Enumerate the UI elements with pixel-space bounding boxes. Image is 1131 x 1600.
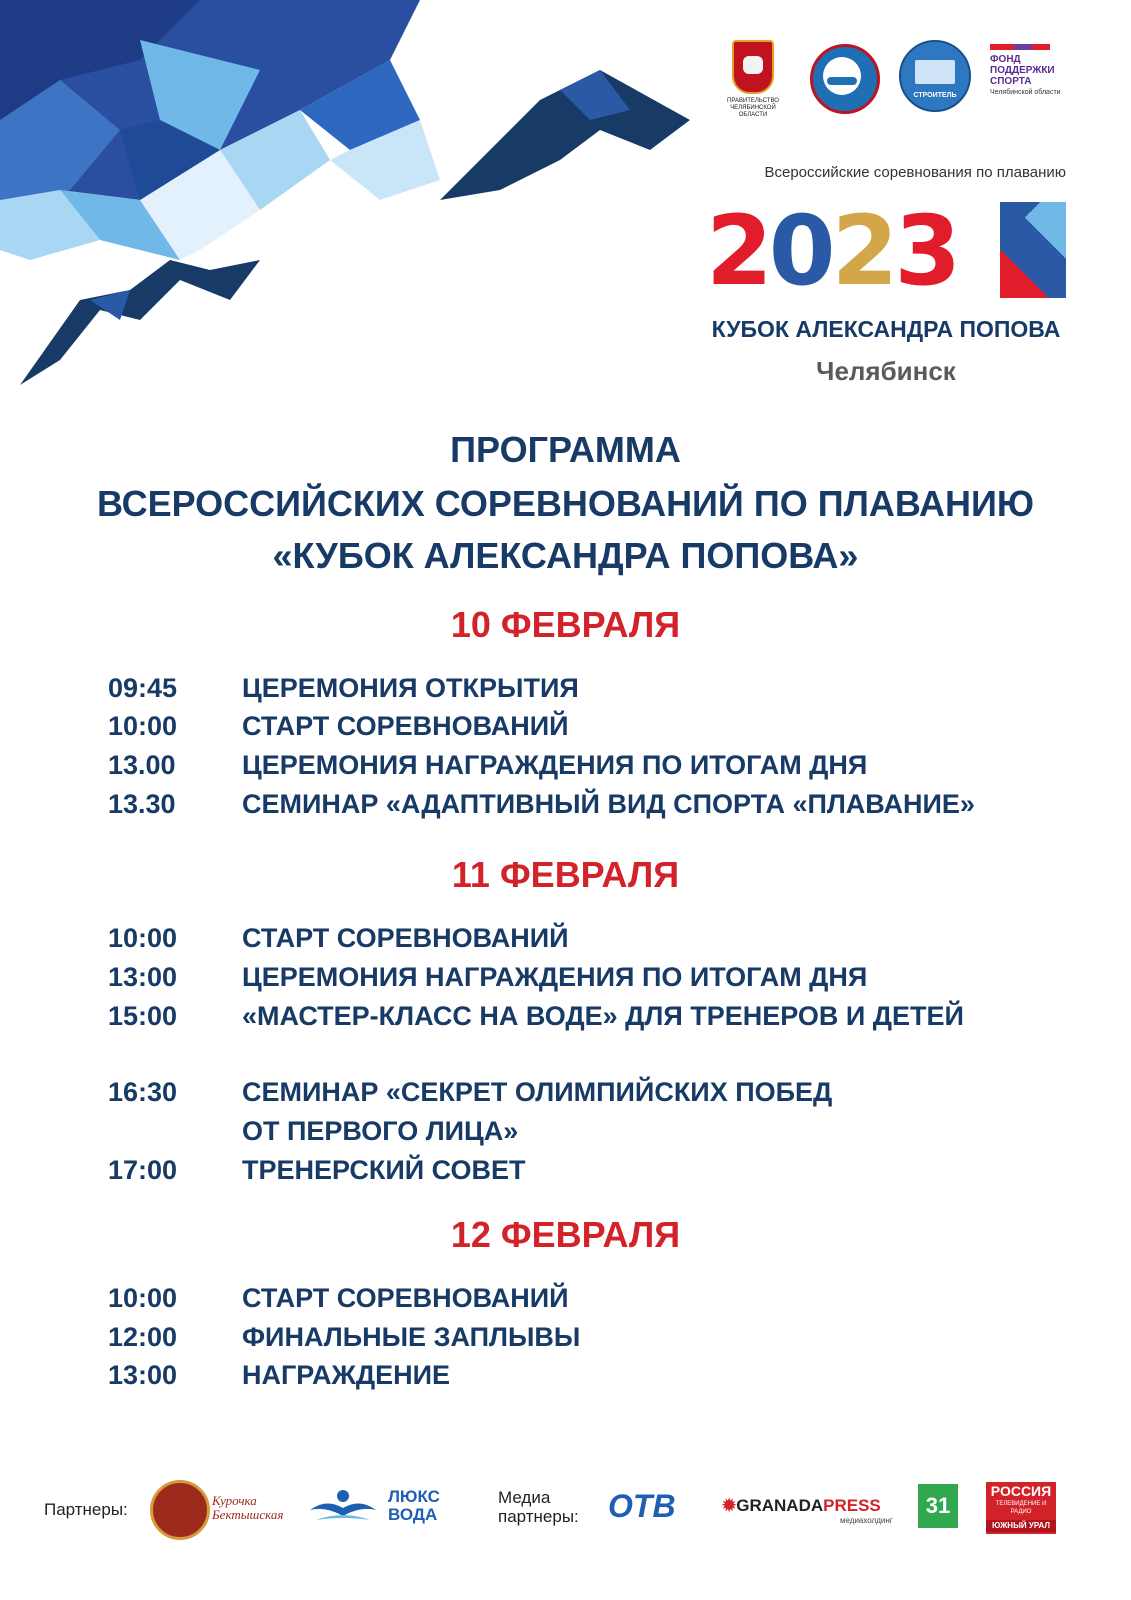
- schedule-event-continued: ОТ ПЕРВОГО ЛИЦА»: [242, 1116, 519, 1146]
- lux-voda-figure-icon: [308, 1488, 378, 1528]
- year-digit: 2: [706, 195, 769, 307]
- schedule-event: ТРЕНЕРСКИЙ СОВЕТ: [242, 1155, 526, 1185]
- coat-of-arms-icon: [732, 40, 774, 94]
- schedule-row: [108, 1357, 450, 1393]
- stroitel-pool-logo: [899, 40, 971, 112]
- lux-voda-logo: [388, 1488, 440, 1524]
- stroitel-label: СТРОИТЕЛЬ: [913, 92, 957, 99]
- granada-subtitle: медиахолдинг: [840, 1516, 893, 1525]
- day-heading: 11 ФЕВРАЛЯ: [451, 854, 680, 895]
- day-heading: 12 ФЕВРАЛЯ: [450, 1214, 681, 1255]
- mountain-artwork: [0, 0, 700, 400]
- schedule-time: 16:30: [108, 1077, 178, 1107]
- city-name: Челябинск: [816, 356, 956, 386]
- kurochka-emblem-icon: [150, 1480, 210, 1540]
- building-icon: [915, 60, 955, 84]
- fund-subtitle: Челябинской области: [990, 89, 1061, 96]
- schedule-event: СЕМИНАР «АДАПТИВНЫЙ ВИД СПОРТА «ПЛАВАНИЕ»: [242, 789, 975, 819]
- schedule-row: [108, 1280, 569, 1316]
- schedule-event: ФИНАЛЬНЫЕ ЗАПЛЫВЫ: [242, 1322, 581, 1352]
- schedule-row: [108, 1152, 525, 1188]
- partners-footer: [0, 1470, 1131, 1570]
- schedule-row: [108, 670, 579, 706]
- gear-icon: ✹: [722, 1496, 737, 1515]
- event-subtitle: Всероссийские соревнования по плаванию: [764, 164, 1066, 181]
- lux-voda-line1: ЛЮКС: [388, 1487, 440, 1506]
- program-title: ПРОГРАММА: [450, 429, 681, 470]
- schedule-row: [108, 747, 867, 783]
- year-logo: [706, 196, 1066, 306]
- swimming-federation-logo: [810, 44, 880, 114]
- schedule-time: 17:00: [108, 1155, 178, 1185]
- rossia-subtitle: ТЕЛЕВИДЕНИЕ И РАДИО: [995, 1501, 1047, 1515]
- schedule-time: 13.00: [108, 750, 176, 780]
- schedule-row: [108, 786, 975, 822]
- rossia-title: РОССИЯ: [990, 1483, 1052, 1499]
- schedule-event: СЕМИНАР «СЕКРЕТ ОЛИМПИЙСКИХ ПОБЕД: [242, 1077, 833, 1107]
- wave-icon: [827, 77, 857, 85]
- fund-stripes-icon: [990, 44, 1050, 50]
- schedule-time: 12:00: [108, 1322, 178, 1352]
- schedule-time: 10:00: [108, 1283, 178, 1313]
- schedule-event: «МАСТЕР-КЛАСС НА ВОДЕ» ДЛЯ ТРЕНЕРОВ И ДЕТЕЙ: [242, 1001, 964, 1031]
- schedule-time: 13:00: [108, 962, 178, 992]
- sports-fund-logo: [990, 44, 1080, 96]
- granada-press: PRESS: [823, 1496, 881, 1515]
- mosaic-emblem-icon: [1000, 202, 1066, 298]
- granada-press-logo: [722, 1496, 881, 1516]
- schedule-time: 15:00: [108, 1001, 178, 1031]
- rossia-region: ЮЖНЫЙ УРАЛ: [986, 1520, 1056, 1532]
- media-label-line1: Медиа: [498, 1488, 551, 1507]
- media-partners-label: [498, 1488, 579, 1526]
- day-heading: 10 ФЕВРАЛЯ: [450, 604, 681, 645]
- schedule-event: ЦЕРЕМОНИЯ НАГРАЖДЕНИЯ ПО ИТОГАМ ДНЯ: [242, 750, 868, 780]
- year-digits: [706, 196, 957, 306]
- schedule-time: 13:00: [108, 1360, 178, 1390]
- schedule-row: [108, 708, 569, 744]
- government-emblem-logo: [722, 40, 784, 119]
- year-digit: 0: [768, 195, 832, 307]
- schedule-event: НАГРАЖДЕНИЕ: [242, 1360, 450, 1390]
- schedule-event: ЦЕРЕМОНИЯ ОТКРЫТИЯ: [242, 673, 579, 703]
- schedule-event: СТАРТ СОРЕВНОВАНИЙ: [242, 711, 569, 741]
- year-digit: 2: [831, 195, 895, 307]
- organizer-logos: [722, 36, 1092, 126]
- cup-name: КУБОК АЛЕКСАНДРА ПОПОВА: [711, 316, 1061, 342]
- schedule-time: 10:00: [108, 923, 178, 953]
- rossia-logo: [986, 1482, 1056, 1534]
- schedule-time: 09:45: [108, 673, 178, 703]
- partners-label: Партнеры:: [44, 1500, 128, 1519]
- schedule-row: [108, 1074, 832, 1110]
- granada-main: GRANADA: [736, 1496, 824, 1515]
- government-caption: ПРАВИТЕЛЬСТВО ЧЕЛЯБИНСКОЙ ОБЛАСТИ: [727, 98, 779, 118]
- schedule-event: ЦЕРЕМОНИЯ НАГРАЖДЕНИЯ ПО ИТОГАМ ДНЯ: [242, 962, 868, 992]
- media-label-line2: партнеры:: [498, 1507, 579, 1526]
- otv-logo: ОТВ: [608, 1488, 676, 1524]
- kurochka-logo-text: Курочка Бектышская: [212, 1493, 284, 1522]
- schedule-row: [108, 1319, 580, 1355]
- lux-voda-line2: ВОДА: [388, 1505, 438, 1524]
- schedule-row: [108, 998, 964, 1034]
- schedule-time: 10:00: [108, 711, 178, 741]
- program-subtitle: ВСЕРОССИЙСКИХ СОРЕВНОВАНИЙ ПО ПЛАВАНИЮ: [96, 483, 1035, 524]
- schedule-row: [108, 959, 867, 995]
- schedule-row: [108, 920, 569, 956]
- fund-title: ФОНД ПОДДЕРЖКИ СПОРТА: [990, 54, 1055, 87]
- schedule-time: 13.30: [108, 789, 176, 819]
- schedule-event: СТАРТ СОРЕВНОВАНИЙ: [242, 923, 569, 953]
- program-cup-title: «КУБОК АЛЕКСАНДРА ПОПОВА»: [272, 535, 859, 576]
- year-digit: 3: [894, 195, 958, 307]
- schedule-event: СТАРТ СОРЕВНОВАНИЙ: [242, 1283, 569, 1313]
- channel-31-logo: 31: [918, 1484, 958, 1528]
